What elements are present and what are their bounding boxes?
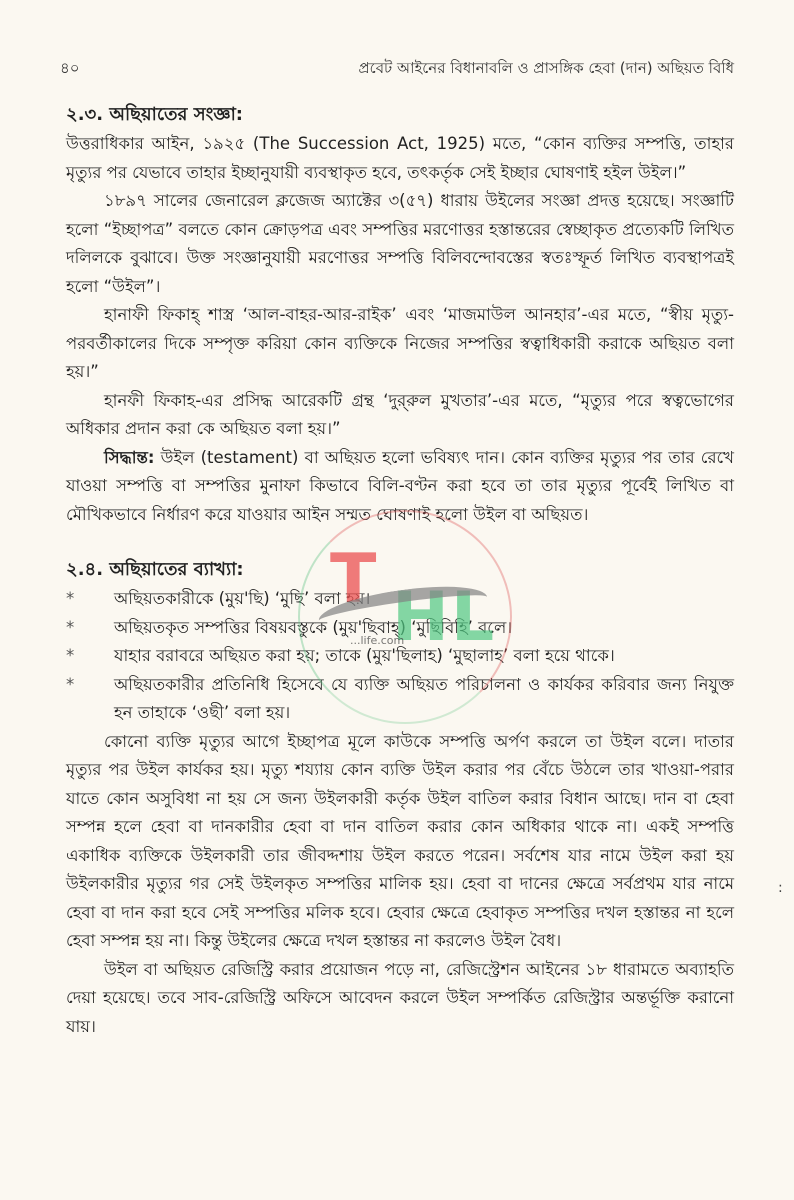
paragraph-registration: উইল বা অছিয়ত রেজিস্ট্রি করার প্রয়োজন পড়ে না, রেজিস্ট্রেশন আইনের ১৮ ধারামতে অব্যাহতি দেয়া হয়েছে। তবে সাব-রেজিস্ট্রি অফিসে আবেদন করলে উইল সম্পর্কিত রেজিস্ট্রার অন্তর্ভূক্তি করানো যায়।	[66, 959, 734, 1036]
paragraph-durrul-mukhtar: হানফী ফিকাহ-এর প্রসিদ্ধ আরেকটি গ্রন্থ ‘দুর্‌রুল মুখতার’-এর মতে, “মৃত্যুর পরে স্বত্বভোগের অধিকার প্রদান করা কে অছিয়ত বলা হয়।”	[66, 390, 734, 438]
asterisk-icon: *	[66, 646, 75, 665]
list-item: * অছিয়তকারীকে (মুয়'ছি) ‘মুছি’ বলা হয়।	[66, 585, 734, 614]
page-content	[66, 100, 734, 1041]
conclusion-text: উইল (testament) বা অছিয়ত হলো ভবিষ্যৎ দান। কোন ব্যক্তির মৃত্যুর পর তার রেখে যাওয়া সম্পত্তি বা সম্পত্তির মুনাফা কিভাবে বিলি-বণ্টন করা হবে তা তার মৃত্যুর পূর্বেই লিখিত বা মৌখিকভাবে নির্ধারণ করে যাওয়ার আইন সম্মত ঘোষণাই হলো উইল বা অছিয়ত।	[66, 447, 734, 524]
asterisk-icon: *	[66, 674, 75, 694]
list-item: * অছিয়তকৃত সম্পত্তির বিষয়বস্তুকে (মুয়'ছিবাহ্) ‘মুছিবিহি’ বলে।	[66, 614, 734, 643]
paragraph-succession-act: উত্তরাধিকার আইন, ১৯২৫ (The Succession Act, 1925) মতে, “কোন ব্যক্তির সম্পত্তি, তাহার মৃত্যুর পর যেভাবে তাহার ইচ্ছানুযায়ী ব্যবস্থাকৃত হবে, তৎকর্তৃক সেই ইচ্ছার ঘোষণাই হইল উইল।”	[66, 134, 734, 182]
watermark-logo-mark: T HL	[330, 540, 497, 657]
paragraph-conclusion	[66, 444, 734, 530]
watermark-site-text: ...life.com	[350, 634, 405, 647]
paragraph-hanafi-fiqh: হানাফী ফিকাহ্ শাস্ত্র ‘আল-বাহর-আর-রাইক’ এবং ‘মাজমাউল আনহার’-এর মতে, “স্বীয় মৃত্যু-পরবর্তীকালের দিকে সম্পৃক্ত করিয়া কোন ব্যক্তিকে নিজের সম্পত্তির স্বত্বাধিকারী করাকে অছিয়ত বলা হয়।”	[66, 305, 734, 381]
asterisk-icon: *	[66, 617, 75, 637]
list-item: * অছিয়তকারীর প্রতিনিধি হিসেবে যে ব্যক্তি অছিয়ত পরিচালনা ও কার্যকর করিবার জন্য নিযুক্ত হন তাহাকে ‘ওছী’ বলা হয়।	[66, 671, 734, 728]
paragraph-general-clauses: ১৮৯৭ সালের জেনারেল ক্লজেজ অ্যাক্টের ৩(৫৭) ধারায় উইলের সংজ্ঞা প্রদত্ত হয়েছে। সংজ্ঞাটি হলো “ইচ্ছাপত্র” বলতে কোন ক্রোড়পত্র এবং সম্পত্তির মরণোত্তর হস্তান্তরের স্বেচ্ছাকৃত প্রত্যেকটি লিখিত দলিলকে বুঝাবে। উক্ত সংজ্ঞানুযায়ী মরণোত্তর সম্পত্তি বিলিবন্দোবস্তের স্বতঃস্ফূর্ত লিখিত ব্যবস্থাপত্রই হলো “উইল”।	[66, 191, 734, 296]
margin-mark: :	[778, 880, 783, 896]
asterisk-icon: *	[66, 589, 75, 608]
list-item: * যাহার বরাবরে অছিয়ত করা হয়; তাকে (মুয়'ছিলাহ) ‘মুছালাহ’ বলা হয়ে থাকে।	[66, 642, 734, 671]
explanation-list	[66, 585, 734, 728]
section-heading-definition: ২.৩. অছিয়াতের সংজ্ঞা:	[66, 104, 244, 125]
page-number: ৪০	[60, 59, 80, 77]
paragraph-will-vs-gift: কোনো ব্যক্তি মৃত্যুর আগে ইচ্ছাপত্র মূলে কাউকে সম্পত্তি অর্পণ করলে তা উইল বলে। দাতার মৃত্যুর পর উইল কার্যকর হয়। মৃত্যু শয্যায় কোন ব্যক্তি উইল করার পর বেঁচে উঠলে তার খাওয়া-পরার যাতে কোন অসুবিধা না হয় সে জন্য উইলকারী কর্তৃক উইল বাতিল করার বিধান আছে। দান বা হেবা সম্পন্ন হলে হেবা বা দানকারীর হেবা বা দান বাতিল করার কোন অধিকার থাকে না। একই সম্পত্তি একাধিক ব্যক্তিকে উইলকারী তার জীবদ্দশায় উইল করতে পরেন। সর্বশেষ যার নামে উইল করা হয় উইলকারীর মৃত্যুর গর সেই উইলকৃত সম্পত্তির মালিক হয়। হেবা বা দানের ক্ষেত্রে সর্বপ্রথম যার নামে হেবা বা দান করা হবে সেই সম্পত্তির মলিক হবে। হেবার ক্ষেত্রে হেবাকৃত সম্পত্তির দখল হস্তান্তর না হলে হেবা সম্পন্ন হয় না। কিন্তু উইলের ক্ষেত্রে দখল হস্তান্তর না করলেও উইল বৈধ।	[66, 731, 734, 950]
running-header	[60, 57, 734, 82]
section-heading-explanation: ২.৪. অছিয়াতের ব্যাখ্যা:	[66, 559, 244, 580]
conclusion-label: সিদ্ধান্ত:	[104, 447, 155, 467]
running-title: প্রবেট আইনের বিধানাবলি ও প্রাসঙ্গিক হেবা (দান) অছিয়ত বিধি	[358, 59, 734, 77]
